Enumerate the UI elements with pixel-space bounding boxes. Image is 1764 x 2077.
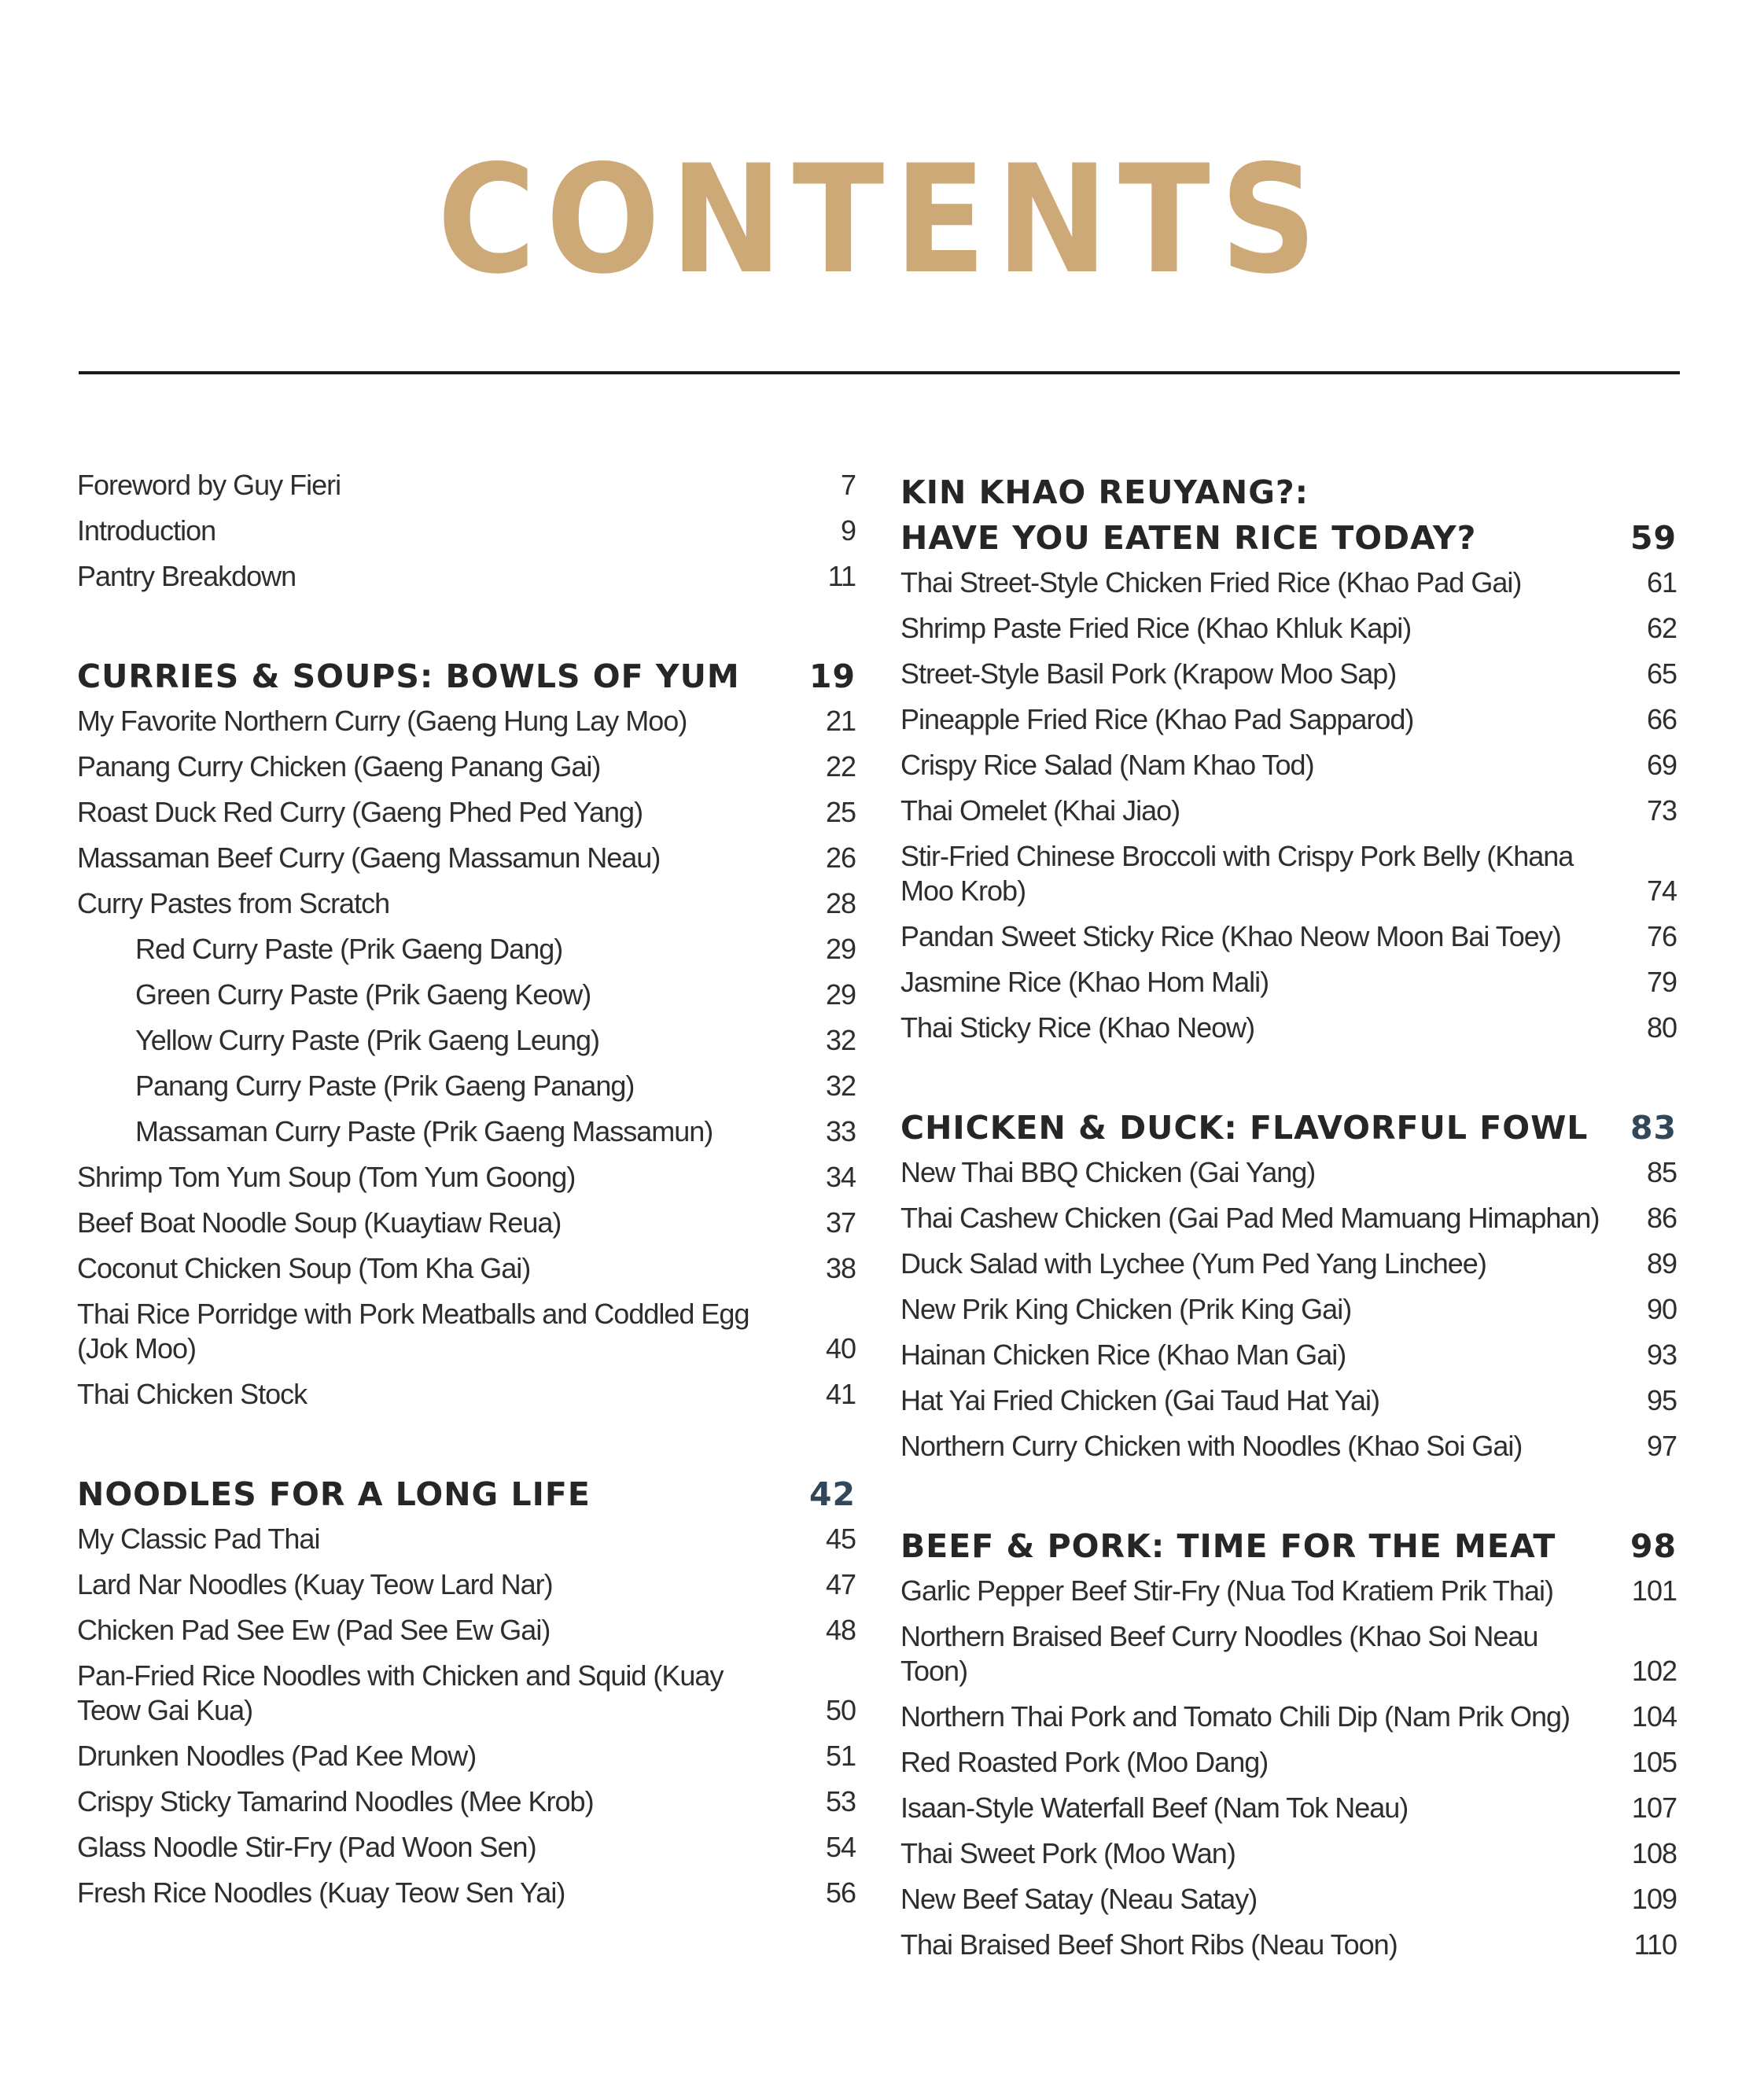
section-heading[interactable]: [77, 654, 856, 699]
toc-entry-page: 56: [825, 1876, 856, 1909]
section-heading-title: [77, 1471, 591, 1517]
toc-entry[interactable]: [77, 1160, 856, 1206]
toc-entry-title: Hainan Chicken Rice (Khao Man Gai): [900, 1339, 1346, 1371]
toc-entry-page: 102: [1631, 1655, 1677, 1687]
toc-entry-page: 37: [825, 1206, 856, 1239]
toc-entry-title: Isaan-Style Waterfall Beef (Nam Tok Neau): [900, 1792, 1409, 1824]
toc-entry[interactable]: [77, 1251, 856, 1297]
toc-entry-page: 53: [825, 1785, 856, 1817]
page-title: CONTENTS: [436, 133, 1328, 307]
section-heading[interactable]: [900, 1523, 1677, 1569]
toc-entry-page: 61: [1646, 566, 1677, 598]
toc-entry[interactable]: [900, 1011, 1677, 1056]
toc-entry[interactable]: [77, 1114, 856, 1160]
toc-entry-page: 32: [825, 1024, 856, 1056]
toc-entry-page: 32: [825, 1070, 856, 1102]
toc-entry[interactable]: [900, 1882, 1677, 1928]
toc-entry-page: 108: [1631, 1837, 1677, 1869]
toc-entry[interactable]: [77, 468, 856, 514]
toc-entry[interactable]: [77, 932, 856, 978]
toc-entry-title: My Favorite Northern Curry (Gaeng Hung Lay Moo): [77, 705, 687, 737]
toc-entry-page: 48: [825, 1614, 856, 1646]
toc-entry-title: Thai Sticky Rice (Khao Neow): [900, 1011, 1255, 1044]
toc-entry[interactable]: [900, 611, 1677, 657]
toc-entry-page: 107: [1631, 1792, 1677, 1824]
toc-entry-title: Massaman Curry Paste (Prik Gaeng Massamun): [135, 1115, 713, 1147]
toc-entry-page: 65: [1646, 657, 1677, 690]
toc-entry[interactable]: [77, 704, 856, 749]
section-heading-line: BEEF & PORK: TIME FOR THE MEAT: [900, 1527, 1556, 1565]
toc-entry-title: Northern Thai Pork and Tomato Chili Dip (Nam Prik Ong): [900, 1700, 1571, 1733]
toc-entry-page: 50: [825, 1694, 856, 1726]
toc-entry-page: 89: [1646, 1247, 1677, 1280]
toc-section: [77, 1471, 856, 1921]
toc-entry-page: 66: [1646, 703, 1677, 735]
toc-entry-title: My Classic Pad Thai: [77, 1523, 320, 1555]
toc-entry-title: Green Curry Paste (Prik Gaeng Keow): [135, 978, 591, 1011]
section-heading-title: [900, 470, 1476, 561]
title-divider: [79, 371, 1680, 374]
toc-entry[interactable]: [77, 841, 856, 886]
section-heading-line: KIN KHAO REUYANG?:: [900, 473, 1309, 511]
toc-entry[interactable]: [77, 1069, 856, 1114]
toc-entry-page: 90: [1646, 1293, 1677, 1325]
toc-entry[interactable]: [77, 1023, 856, 1069]
toc-entry-page: 80: [1646, 1011, 1677, 1044]
toc-entry-title: Northern Curry Chicken with Noodles (Khao Soi Gai): [900, 1430, 1523, 1462]
toc-entry[interactable]: [900, 702, 1677, 748]
toc-entry-title: Yellow Curry Paste (Prik Gaeng Leung): [135, 1024, 599, 1056]
toc-entry-title: Street-Style Basil Pork (Krapow Moo Sap): [900, 657, 1397, 690]
toc-entry-page: 25: [825, 796, 856, 828]
toc-entry[interactable]: [900, 1247, 1677, 1292]
toc-entry[interactable]: [77, 1876, 856, 1921]
toc-entry-title: Pineapple Fried Rice (Khao Pad Sapparod): [900, 703, 1414, 735]
toc-entry[interactable]: [900, 1745, 1677, 1791]
toc-entry-page: 41: [825, 1378, 856, 1410]
toc-entry[interactable]: [900, 839, 1677, 919]
toc-entry-title: Thai Chicken Stock: [77, 1378, 308, 1410]
toc-entry[interactable]: [77, 1567, 856, 1613]
toc-entry-page: 29: [825, 978, 856, 1011]
toc-entry-title: New Thai BBQ Chicken (Gai Yang): [900, 1156, 1316, 1188]
toc-entry[interactable]: [900, 1700, 1677, 1745]
toc-entry-page: 85: [1646, 1156, 1677, 1188]
toc-entry[interactable]: [900, 748, 1677, 794]
toc-entry-page: 51: [825, 1740, 856, 1772]
toc-entry[interactable]: [77, 1297, 856, 1377]
toc-entry-title: Panang Curry Chicken (Gaeng Panang Gai): [77, 750, 601, 783]
toc-entry[interactable]: [900, 1429, 1677, 1475]
toc-entry-title: Crispy Sticky Tamarind Noodles (Mee Krob): [77, 1785, 594, 1817]
toc-entry-page: 101: [1631, 1574, 1677, 1607]
toc-entry-title: Thai Omelet (Khai Jiao): [900, 794, 1180, 827]
toc-entry[interactable]: [77, 1784, 856, 1830]
toc-entry-page: 93: [1646, 1339, 1677, 1371]
toc-entry[interactable]: [77, 1522, 856, 1567]
toc-entry-page: 110: [1633, 1928, 1677, 1961]
toc-entry-page: 7: [840, 469, 856, 501]
toc-entry-title: Thai Braised Beef Short Ribs (Neau Toon): [900, 1928, 1398, 1961]
toc-entry[interactable]: [77, 749, 856, 795]
toc-entry-title: Panang Curry Paste (Prik Gaeng Panang): [135, 1070, 635, 1102]
section-heading-line: NOODLES FOR A LONG LIFE: [77, 1475, 591, 1513]
toc-entry-title: Massaman Beef Curry (Gaeng Massamun Neau): [77, 841, 661, 874]
toc-entry[interactable]: [900, 919, 1677, 965]
section-heading-line: CURRIES & SOUPS: BOWLS OF YUM: [77, 657, 740, 695]
toc-entry-page: 86: [1646, 1202, 1677, 1234]
toc-entry-page: 22: [825, 750, 856, 783]
toc-section: [900, 1105, 1677, 1475]
toc-entry-title: Fresh Rice Noodles (Kuay Teow Sen Yai): [77, 1876, 565, 1909]
toc-entry-title: Crispy Rice Salad (Nam Khao Tod): [900, 749, 1314, 781]
toc-entry-page: 74: [1646, 875, 1677, 907]
toc-entry-page: 104: [1631, 1700, 1677, 1733]
section-heading-line: HAVE YOU EATEN RICE TODAY?: [900, 519, 1477, 557]
toc-entry[interactable]: [77, 1377, 856, 1423]
toc-entry-title: New Beef Satay (Neau Satay): [900, 1883, 1258, 1915]
toc-section: [900, 470, 1677, 1056]
toc-entry-page: 54: [825, 1831, 856, 1863]
section-page-number: 59: [1630, 519, 1677, 557]
section-heading[interactable]: [900, 470, 1677, 561]
toc-entry[interactable]: [900, 1338, 1677, 1383]
toc-entry-title: Introduction: [77, 514, 216, 547]
toc-entry[interactable]: [900, 565, 1677, 611]
toc-entry[interactable]: [900, 1292, 1677, 1338]
toc-entry-title: Thai Sweet Pork (Moo Wan): [900, 1837, 1236, 1869]
section-heading-title: [900, 1105, 1588, 1151]
toc-entry[interactable]: [900, 794, 1677, 839]
left-column: [77, 468, 856, 1921]
toc-entry-page: 34: [825, 1161, 856, 1193]
toc-entry-title: Beef Boat Noodle Soup (Kuaytiaw Reua): [77, 1206, 562, 1239]
toc-entry-page: 69: [1646, 749, 1677, 781]
toc-entry-title: Lard Nar Noodles (Kuay Teow Lard Nar): [77, 1568, 553, 1600]
toc-entry-page: 47: [825, 1568, 856, 1600]
toc-entry-title: Foreword by Guy Fieri: [77, 469, 341, 501]
toc-entry-page: 26: [825, 841, 856, 874]
toc-section: [77, 654, 856, 1423]
section-heading[interactable]: [77, 1471, 856, 1517]
right-column: [900, 470, 1677, 1973]
toc-entry-page: 105: [1631, 1746, 1677, 1778]
section-page-number: 98: [1630, 1527, 1677, 1565]
toc-entry-page: 11: [827, 560, 856, 592]
toc-entry-page: 76: [1646, 920, 1677, 952]
toc-entry[interactable]: [900, 1836, 1677, 1882]
toc-entry-title: Thai Cashew Chicken (Gai Pad Med Mamuang Himaphan): [900, 1202, 1600, 1234]
section-heading-line: CHICKEN & DUCK: FLAVORFUL FOWL: [900, 1109, 1589, 1147]
toc-entry[interactable]: [77, 1659, 856, 1739]
toc-entry-title: Garlic Pepper Beef Stir-Fry (Nua Tod Kratiem Prik Thai): [900, 1574, 1553, 1607]
toc-entry-title: Thai Rice Porridge with Pork Meatballs and Coddled Egg (Jok Moo): [77, 1298, 749, 1364]
toc-entry[interactable]: [900, 657, 1677, 702]
toc-entry-title: Red Roasted Pork (Moo Dang): [900, 1746, 1269, 1778]
toc-entry[interactable]: [77, 1206, 856, 1251]
toc-entry-title: Coconut Chicken Soup (Tom Kha Gai): [77, 1252, 531, 1284]
toc-entry-title: Hat Yai Fried Chicken (Gai Taud Hat Yai): [900, 1384, 1379, 1416]
toc-entry[interactable]: [77, 1613, 856, 1659]
toc-entry[interactable]: [77, 514, 856, 559]
toc-entry-title: Northern Braised Beef Curry Noodles (Khao Soi Neau Toon): [900, 1620, 1538, 1687]
toc-entry-page: 45: [825, 1523, 856, 1555]
toc-entry-page: 38: [825, 1252, 856, 1284]
toc-section: [77, 468, 856, 605]
toc-entry-page: 73: [1646, 794, 1677, 827]
toc-entry-title: Pan-Fried Rice Noodles with Chicken and Squid (Kuay Teow Gai Kua): [77, 1659, 724, 1726]
toc-entry-title: Pantry Breakdown: [77, 560, 296, 592]
toc-entry-title: Roast Duck Red Curry (Gaeng Phed Ped Yang): [77, 796, 643, 828]
toc-entry[interactable]: [77, 559, 856, 605]
toc-entry-page: 109: [1631, 1883, 1677, 1915]
toc-entry-page: 40: [825, 1332, 856, 1364]
toc-entry-page: 97: [1646, 1430, 1677, 1462]
section-page-number: 83: [1630, 1109, 1677, 1147]
section-heading-title: [900, 1523, 1556, 1569]
toc-entry-title: Jasmine Rice (Khao Hom Mali): [900, 966, 1269, 998]
section-page-number: 19: [808, 657, 856, 695]
toc-entry-title: Glass Noodle Stir-Fry (Pad Woon Sen): [77, 1831, 536, 1863]
toc-entry-page: 29: [825, 933, 856, 965]
toc-entry[interactable]: [77, 795, 856, 841]
toc-entry-title: Drunken Noodles (Pad Kee Mow): [77, 1740, 477, 1772]
toc-entry-title: Pandan Sweet Sticky Rice (Khao Neow Moon Bai Toey): [900, 920, 1561, 952]
toc-entry-title: Shrimp Tom Yum Soup (Tom Yum Goong): [77, 1161, 576, 1193]
toc-entry-title: Chicken Pad See Ew (Pad See Ew Gai): [77, 1614, 551, 1646]
toc-entry-page: 33: [825, 1115, 856, 1147]
toc-entry[interactable]: [77, 978, 856, 1023]
toc-entry[interactable]: [77, 1830, 856, 1876]
toc-entry[interactable]: [77, 886, 856, 932]
section-heading-title: [77, 654, 740, 699]
toc-entry-title: Stir-Fried Chinese Broccoli with Crispy Pork Belly (Khana Moo Krob): [900, 840, 1574, 907]
toc-entry-title: Red Curry Paste (Prik Gaeng Dang): [135, 933, 563, 965]
toc-entry-page: 28: [825, 887, 856, 919]
toc-entry[interactable]: [900, 965, 1677, 1011]
toc-entry[interactable]: [900, 1155, 1677, 1201]
toc-entry-page: 21: [825, 705, 856, 737]
toc-entry-title: Thai Street-Style Chicken Fried Rice (Khao Pad Gai): [900, 566, 1522, 598]
toc-entry[interactable]: [77, 1739, 856, 1784]
toc-entry[interactable]: [900, 1928, 1677, 1973]
toc-entry-title: Duck Salad with Lychee (Yum Ped Yang Linchee): [900, 1247, 1486, 1280]
toc-section: [900, 1523, 1677, 1973]
toc-entry-title: Shrimp Paste Fried Rice (Khao Khluk Kapi): [900, 612, 1412, 644]
toc-entry-title: New Prik King Chicken (Prik King Gai): [900, 1293, 1352, 1325]
toc-entry[interactable]: [900, 1619, 1677, 1700]
toc-entry[interactable]: [900, 1201, 1677, 1247]
toc-entry[interactable]: [900, 1791, 1677, 1836]
toc-entry-title: Curry Pastes from Scratch: [77, 887, 390, 919]
toc-entry-page: 79: [1646, 966, 1677, 998]
toc-entry-page: 95: [1646, 1384, 1677, 1416]
section-heading[interactable]: [900, 1105, 1677, 1151]
section-page-number: 42: [808, 1475, 856, 1513]
toc-entry-page: 62: [1646, 612, 1677, 644]
toc-entry-page: 9: [840, 514, 856, 547]
toc-entry[interactable]: [900, 1574, 1677, 1619]
toc-entry[interactable]: [900, 1383, 1677, 1429]
